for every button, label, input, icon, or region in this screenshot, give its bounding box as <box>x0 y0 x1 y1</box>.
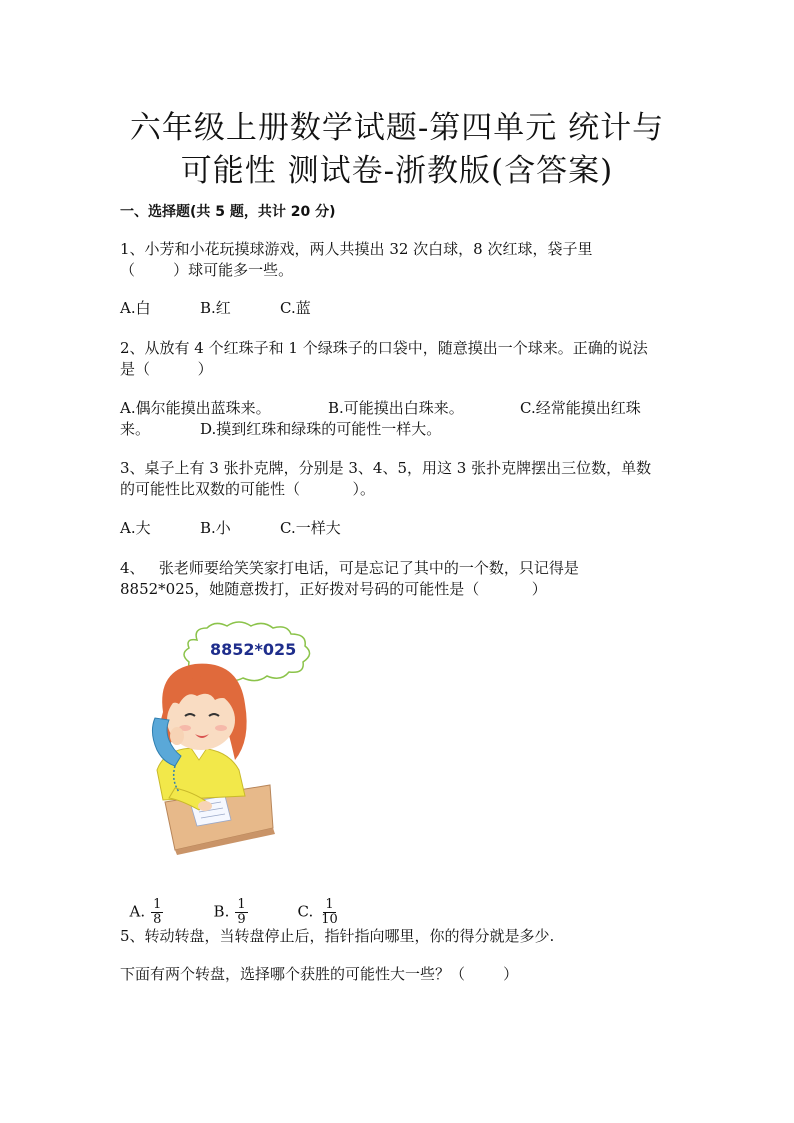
q4-option-a <box>120 878 163 927</box>
q1-stem-line-1: 1、小芳和小花玩摸球游戏，两人共摸出 32 次白球，8 次红球，袋子里 <box>120 240 593 258</box>
q3-option-a: A.大 <box>120 519 151 537</box>
fraction-c-numerator: 1 <box>325 897 334 912</box>
page-title-line-1: 六年级上册数学试题-第四单元 统计与 <box>129 110 665 146</box>
q4-option-c-label: C. <box>297 902 314 921</box>
q2-option-a: A.偶尔能摸出蓝珠来。 <box>120 399 271 417</box>
q3-option-b: B.小 <box>200 519 231 537</box>
q1-option-b: B.红 <box>200 299 231 317</box>
q4-option-b <box>204 878 248 927</box>
fraction-c <box>319 898 340 927</box>
fraction-a-denominator: 8 <box>153 912 162 927</box>
q3-stem-line-2: 的可能性比双数的可能性（ ）。 <box>120 480 375 498</box>
q2-option-d: D.摸到红珠和绿珠的可能性一样大。 <box>200 420 442 438</box>
q4-option-b-label: B. <box>213 902 230 921</box>
q1-option-a: A.白 <box>120 299 151 317</box>
q4-stem-line-1: 4、 张老师要给笑笑家打电话，可是忘记了其中的一个数，只记得是 <box>120 559 579 577</box>
q1-option-c: C.蓝 <box>280 299 311 317</box>
q2-option-b: B.可能摸出白珠来。 <box>328 399 464 417</box>
fraction-b <box>235 898 247 927</box>
section-heading: 一、选择题(共 5 题，共计 20 分) <box>120 204 336 220</box>
q1-stem-line-2: （ ）球可能多一些。 <box>120 261 294 279</box>
q4-option-a-label: A. <box>129 902 146 921</box>
q2-option-c-cont: 来。 <box>120 420 151 438</box>
q5-stem-line-2: 下面有两个转盘，选择哪个获胜的可能性大一些？（ ） <box>120 965 519 983</box>
q4-option-c <box>288 878 340 927</box>
q3-stem-line-1: 3、桌子上有 3 张扑克牌，分别是 3、4、5，用这 3 张扑克牌摆出三位数，单数 <box>120 459 652 477</box>
page-title-line-2: 可能性 测试卷-浙教版(含答案) <box>180 153 614 189</box>
q3-option-c: C.一样大 <box>280 519 341 537</box>
q5-stem-line-1: 5、转动转盘，当转盘停止后，指针指向哪里，你的得分就是多少. <box>120 927 555 945</box>
fraction-a-numerator: 1 <box>153 897 162 912</box>
q2-stem-line-2: 是（ ） <box>120 360 213 378</box>
phone-number-bubble: 8852*025 <box>210 640 297 659</box>
fraction-c-denominator: 10 <box>321 912 338 927</box>
fraction-b-numerator: 1 <box>237 897 246 912</box>
q2-stem-line-1: 2、从放有 4 个红珠子和 1 个绿珠子的口袋中，随意摸出一个球来。正确的说法 <box>120 339 648 357</box>
q4-stem-line-2: 8852*025，她随意拨打，正好拨对号码的可能性是（ ） <box>120 580 547 598</box>
fraction-a <box>151 898 163 927</box>
q2-option-c: C.经常能摸出红珠 <box>520 399 641 417</box>
fraction-b-denominator: 9 <box>237 912 246 927</box>
